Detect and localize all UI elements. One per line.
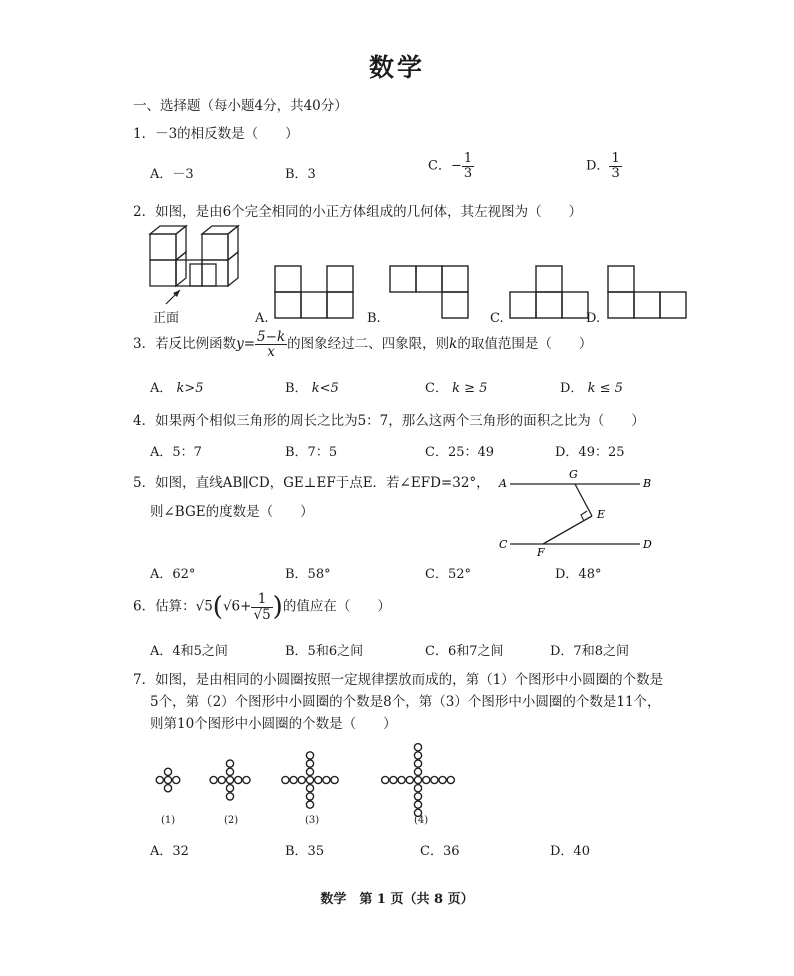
q7-fig4-circle [382, 776, 389, 783]
q7-fig4-circle [398, 776, 405, 783]
q6-fraction [251, 592, 272, 621]
q7-fig4-circle [406, 776, 413, 783]
question-7-stem-line1: 7．如图，是由相同的小圆圈按照一定规律摆放而成的，第（1）个图形中小圆圈的个数是 [133, 672, 664, 688]
q5-option-b[interactable]: B．58° [285, 567, 331, 582]
q4-option-b[interactable]: B．7：5 [285, 445, 338, 460]
question-7-stem-line2: 5个，第（2）个图形中小圆圈的个数是8个，第（3）个图形中小圆圈的个数是11个， [150, 694, 661, 710]
q1-d-num: 1 [611, 151, 620, 166]
q1-d-fraction [609, 152, 621, 180]
q7-option-c[interactable]: C．36 [420, 844, 460, 859]
q7-fig2-circle [210, 776, 217, 783]
q5-label-c: C [499, 538, 508, 551]
q1-option-c-label: C． [428, 158, 451, 174]
q7-fig2-circle [226, 768, 233, 775]
q5-option-a[interactable]: A．62° [150, 567, 196, 582]
q1-option-d-label: D． [586, 158, 610, 174]
q3-den: x [267, 344, 275, 361]
q7-fig4-circle [414, 793, 421, 800]
q3-option-d[interactable] [560, 377, 623, 396]
q7-fig3-circle [290, 776, 297, 783]
q7-fig2-circle [235, 776, 242, 783]
page-footer: 数学 第 1 页（共 8 页） [320, 892, 474, 907]
q7-fig3-circle [306, 768, 313, 775]
q7-fig4-circle [414, 752, 421, 759]
q7-fig4-circle [414, 760, 421, 767]
q3-option-b[interactable] [285, 377, 339, 396]
q2-front-label: 正面 [153, 311, 180, 326]
q3-option-c[interactable] [425, 377, 487, 396]
q7-label-4: (4) [414, 815, 429, 826]
q7-fig4-circle [414, 776, 421, 783]
q5-label-b: B [643, 477, 652, 490]
q3-fraction [255, 330, 287, 359]
q3-stem-c: 的取值范围是（ ） [457, 336, 593, 353]
q3-option-a[interactable] [150, 377, 204, 396]
q6-plus: + [240, 598, 252, 615]
q5-geometry-figure [495, 468, 660, 558]
q7-option-b[interactable]: B．35 [285, 844, 325, 859]
q1-option-a[interactable]: A．－3 [150, 167, 194, 182]
q3-k: k [449, 336, 458, 353]
q2-option-d[interactable]: D. [586, 311, 601, 326]
q7-fig3-circle [306, 752, 313, 759]
q6-option-c[interactable]: C．6和7之间 [425, 644, 504, 659]
q3-a-value: k>5 [176, 381, 204, 396]
q7-fig4-circle [390, 776, 397, 783]
q7-fig3-circle [306, 760, 313, 767]
question-4-stem: 4．如果两个相似三角形的周长之比为5：7，那么这两个三角形的面积之比为（ ） [133, 413, 645, 429]
q4-option-a[interactable]: A．5：7 [150, 445, 202, 460]
q3-a-label: A． [150, 381, 173, 396]
q7-fig2-circle [243, 776, 250, 783]
q7-fig2-circle [226, 793, 233, 800]
q7-fig3-circle [306, 785, 313, 792]
q7-fig4-circle [414, 768, 421, 775]
q2-view-c[interactable] [510, 266, 590, 322]
q6-sqrt5: √5 [195, 598, 213, 615]
page-title: 数学 [368, 53, 425, 82]
q5-label-a: A [499, 477, 507, 490]
q3-c-label: C． [425, 381, 448, 396]
question-5-stem-line2: 则∠BGE的度数是（ ） [150, 504, 314, 520]
q7-fig3-circle [306, 801, 313, 808]
question-5-stem-line1: 5．如图，直线AB∥CD，GE⊥EF于点E．若∠EFD=32°， [133, 475, 490, 491]
q5-label-g: G [569, 468, 578, 481]
q6-den: √5 [253, 606, 271, 623]
q7-fig1-circle [164, 776, 171, 783]
q6-stem-a: 6．估算： [133, 598, 196, 615]
q3-b-value: k<5 [311, 381, 339, 396]
q7-label-2: (2) [224, 815, 239, 826]
q2-option-b[interactable]: B. [367, 311, 381, 326]
q7-fig3-circle [315, 776, 322, 783]
q1-option-b[interactable]: B．3 [285, 167, 316, 182]
q1-c-sign: − [450, 158, 462, 174]
q7-fig1-circle [173, 776, 180, 783]
q3-b-label: B． [285, 381, 308, 396]
q7-fig4-circle [431, 776, 438, 783]
q1-c-den: 3 [463, 165, 473, 181]
q3-d-label: D． [560, 381, 584, 396]
q7-fig1-circle [156, 776, 163, 783]
q7-option-a[interactable]: A．32 [150, 844, 189, 859]
q1-option-c[interactable] [428, 152, 474, 180]
q3-c-value: k ≥ 5 [452, 381, 488, 396]
q7-label-1: (1) [161, 815, 176, 826]
q6-stem-b: 的值应在（ ） [282, 598, 391, 615]
q4-option-c[interactable]: C．25：49 [425, 445, 495, 460]
q7-option-d[interactable]: D．40 [550, 844, 590, 859]
q1-c-num: 1 [463, 151, 473, 166]
q2-option-c[interactable]: C. [490, 311, 504, 326]
q6-paren-open: ( [212, 592, 223, 622]
q1-option-d[interactable] [586, 152, 622, 180]
q7-fig4-circle [414, 785, 421, 792]
q7-fig1-circle [164, 768, 171, 775]
q7-fig1-circle [164, 785, 171, 792]
q7-fig4-circle [423, 776, 430, 783]
q7-fig4-circle [447, 776, 454, 783]
q7-fig3-circle [331, 776, 338, 783]
q3-y: y [236, 336, 244, 353]
q7-fig3-circle [306, 793, 313, 800]
q2-option-a[interactable]: A. [255, 311, 269, 326]
q5-label-e: E [597, 508, 606, 521]
q6-option-b[interactable]: B．5和6之间 [285, 644, 364, 659]
q4-option-d[interactable]: D．49：25 [555, 445, 625, 460]
question-6-stem [133, 592, 391, 622]
q5-label-f: F [537, 546, 545, 559]
section-heading: 一、选择题（每小题4分，共40分） [133, 98, 348, 114]
q7-fig3-circle [282, 776, 289, 783]
q7-fig2-circle [226, 785, 233, 792]
question-2-stem: 2．如图，是由6个完全相同的小正方体组成的几何体，其左视图为（ ） [133, 204, 583, 220]
q5-label-d: D [643, 538, 652, 551]
q7-fig3-circle [306, 776, 313, 783]
q6-paren-close: ) [272, 592, 283, 622]
q7-fig4-circle [414, 801, 421, 808]
q7-fig4-circle [439, 776, 446, 783]
q7-fig4-circle [414, 744, 421, 751]
question-3-stem [133, 330, 592, 359]
q6-sqrt6: √6 [222, 598, 241, 615]
q3-stem-b: 的图象经过二、四象限，则 [287, 336, 450, 353]
q7-fig3-circle [298, 776, 305, 783]
q1-d-den: 3 [611, 165, 620, 181]
q2-view-b[interactable] [390, 266, 470, 322]
q6-option-d[interactable]: D．7和8之间 [550, 644, 629, 659]
q7-fig2-circle [226, 760, 233, 767]
q5-option-c[interactable]: C．52° [425, 567, 471, 582]
q1-c-fraction [462, 152, 474, 180]
q7-fig2-circle [218, 776, 225, 783]
q7-fig3-circle [323, 776, 330, 783]
q6-num: 1 [251, 592, 272, 607]
q6-option-a[interactable]: A．4和5之间 [150, 644, 228, 659]
q3-d-value: k ≤ 5 [587, 381, 623, 396]
q7-label-3: (3) [305, 815, 320, 826]
q3-num: 5−k [257, 329, 286, 345]
q3-eq: = [243, 336, 256, 353]
q5-option-d[interactable]: D．48° [555, 567, 602, 582]
q2-view-d[interactable] [608, 266, 688, 322]
q3-stem-a: 3．若反比例函数 [133, 336, 237, 353]
q7-fig2-circle [226, 776, 233, 783]
q2-view-a[interactable] [275, 266, 355, 322]
question-7-stem-line3: 则第10个图形中小圆圈的个数是（ ） [150, 716, 397, 732]
question-1-stem: 1．－3的相反数是（ ） [133, 126, 299, 142]
